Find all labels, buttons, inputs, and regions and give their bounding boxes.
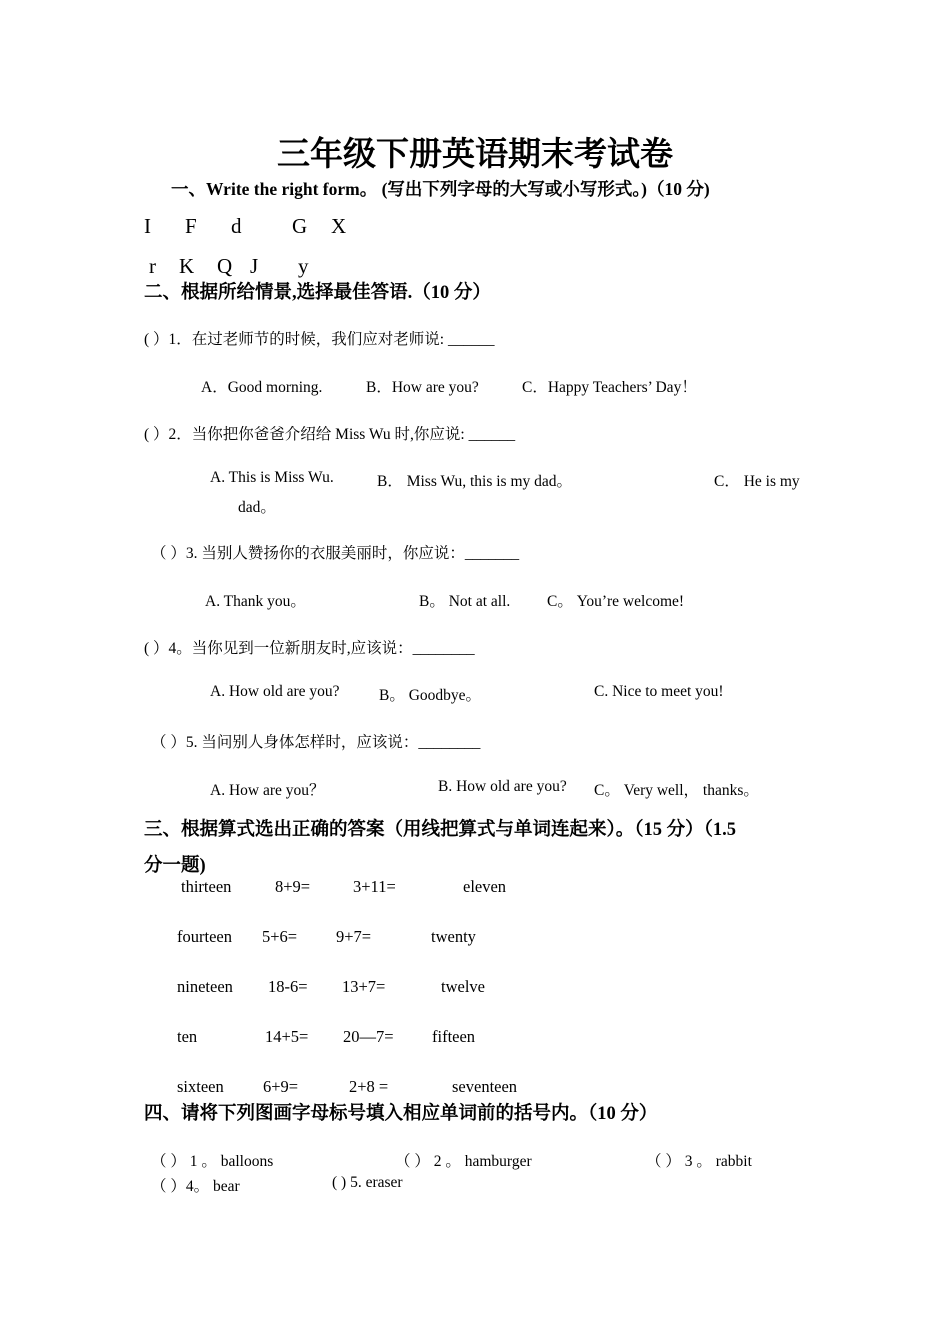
fill-item: ( ) 5. eraser xyxy=(332,1174,403,1191)
question-stem: ( ）2．当你把你爸爸介绍给 Miss Wu 时,你应说: ______ xyxy=(144,426,516,443)
match-word: eleven xyxy=(463,877,507,896)
letter: y xyxy=(298,254,309,278)
option: A. How old are you? xyxy=(210,683,340,700)
fill-item: （ ） 1 。 balloons xyxy=(151,1153,274,1170)
letter: J xyxy=(250,254,259,278)
letter: K xyxy=(179,254,195,278)
letter: I xyxy=(144,214,151,238)
match-equation: 20—7= xyxy=(343,1027,394,1046)
match-equation: 18-6= xyxy=(268,977,308,996)
letter: F xyxy=(185,214,197,238)
option: B． Miss Wu, this is my dad。 xyxy=(377,473,573,490)
option: C。 Very well， thanks。 xyxy=(594,782,759,799)
match-equation: 9+7= xyxy=(336,927,372,946)
match-word: twenty xyxy=(431,927,476,946)
question-stem: ( ）1．在过老师节的时候，我们应对老师说: ______ xyxy=(144,331,495,348)
section3-heading-cont: 分一题) xyxy=(144,856,206,876)
match-equation: 14+5= xyxy=(265,1027,309,1046)
section3-heading: 三、根据算式选出正确的答案（用线把算式与单词连起来）。（15 分）（1.5 xyxy=(144,820,737,840)
match-word: twelve xyxy=(441,977,485,996)
page-title: 三年级下册英语期末考试卷 xyxy=(277,137,673,173)
match-word: fourteen xyxy=(177,927,232,946)
option: C. Nice to meet you! xyxy=(594,683,724,700)
match-equation: 2+8 = xyxy=(349,1077,389,1096)
section2-heading: 二、根据所给情景,选择最佳答语.（10 分） xyxy=(144,283,491,303)
option: C．Happy Teachers’ Day！ xyxy=(522,379,697,396)
option: C． He is my xyxy=(714,473,800,490)
match-word: nineteen xyxy=(177,977,233,996)
match-word: thirteen xyxy=(181,877,232,896)
option: C。 You’re welcome! xyxy=(547,593,685,610)
option: A. Thank you。 xyxy=(205,593,306,610)
match-equation: 8+9= xyxy=(275,877,311,896)
option: B。 Goodbye。 xyxy=(379,687,482,704)
fill-item: （ ）4。 bear xyxy=(151,1178,240,1195)
match-word: fifteen xyxy=(432,1027,476,1046)
fill-item: （ ） 3 。 rabbit xyxy=(646,1153,752,1170)
section4-heading: 四、请将下列图画字母标号填入相应单词前的括号内。（10 分） xyxy=(144,1104,658,1124)
option: B. How old are you? xyxy=(438,778,567,795)
match-word: sixteen xyxy=(177,1077,224,1096)
fill-item: （ ） 2 。 hamburger xyxy=(395,1153,532,1170)
letter: d xyxy=(231,214,242,238)
match-word: seventeen xyxy=(452,1077,518,1096)
option: A. This is Miss Wu. xyxy=(210,469,334,486)
question-stem: （ ）3. 当别人赞扬你的衣服美丽时，你应说：_______ xyxy=(151,545,520,562)
match-equation: 6+9= xyxy=(263,1077,299,1096)
option: A. How are you？ xyxy=(210,782,325,799)
question-stem: ( ）4。当你见到一位新朋友时,应该说：________ xyxy=(144,640,475,657)
letter: Q xyxy=(217,254,233,278)
question-stem: （ ）5. 当问别人身体怎样时，应该说：________ xyxy=(151,734,481,751)
option: A．Good morning. xyxy=(201,379,323,396)
letter: G xyxy=(292,214,308,238)
option: B。 Not at all. xyxy=(419,593,511,610)
match-equation: 5+6= xyxy=(262,927,298,946)
option: dad。 xyxy=(238,499,276,516)
match-word: ten xyxy=(177,1027,198,1046)
option: B．How are you? xyxy=(366,379,479,396)
match-equation: 3+11= xyxy=(353,877,396,896)
letter: X xyxy=(331,214,347,238)
letter: r xyxy=(149,254,156,278)
match-equation: 13+7= xyxy=(342,977,386,996)
section1-heading: 一、Write the right form。 (写出下列字母的大写或小写形式。)（10 分) xyxy=(171,179,710,199)
